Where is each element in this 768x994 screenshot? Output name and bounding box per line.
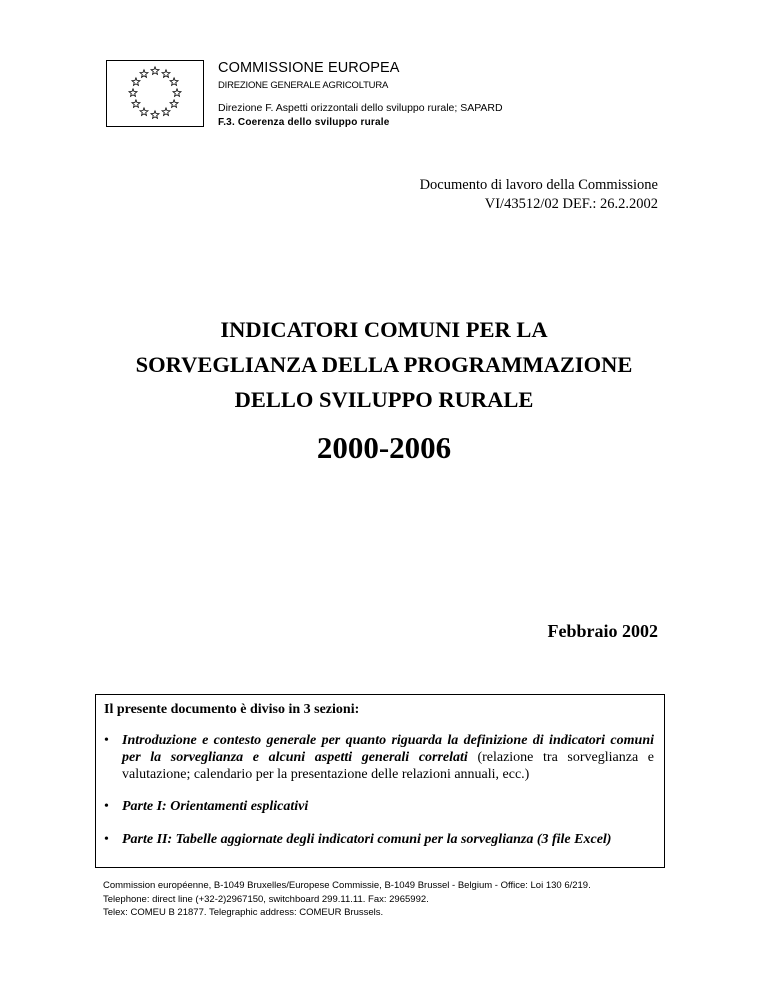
section-title: Introduzione e contesto generale per quanto riguarda la definizione di indicatori comuni per la sorveglianza e alcuni aspetti generali correlati — [122, 733, 654, 765]
directorate: Direzione F. Aspetti orizzontali dello sviluppo rurale; SAPARD — [218, 102, 503, 114]
doc-type: Documento di lavoro della Commissione — [419, 177, 658, 193]
bullet-icon: • — [104, 832, 109, 847]
directorate-general: DIREZIONE GENERALE AGRICOLTURA — [218, 80, 389, 91]
star-icon — [170, 78, 178, 86]
footer-telex: Telex: COMEU B 21877. Telegraphic address: COMEUR Brussels. — [103, 907, 384, 918]
sections-box — [95, 694, 665, 868]
title-line-2: SORVEGLIANZA DELLA PROGRAMMAZIONE — [135, 352, 633, 377]
star-icon — [140, 70, 148, 78]
star-icon — [132, 100, 140, 108]
footer-telephone: Telephone: direct line (+32-2)2967150, switchboard 299.11.11. Fax: 2965992. — [103, 894, 429, 905]
star-icon — [170, 100, 178, 108]
list-item — [104, 831, 654, 848]
star-icon — [162, 108, 170, 116]
star-icon — [140, 108, 148, 116]
star-icon — [151, 111, 159, 119]
star-icon — [173, 89, 181, 97]
star-icon — [162, 70, 170, 78]
unit: F.3. Coerenza dello sviluppo rurale — [218, 117, 390, 128]
title-line-3: DELLO SVILUPPO RURALE — [234, 387, 534, 412]
bullet-icon: • — [104, 733, 109, 748]
section-title: Parte II: Tabelle aggiornate degli indicatori comuni per la sorveglianza (3 file Excel) — [122, 832, 612, 847]
title-line-1: INDICATORI COMUNI PER LA — [220, 317, 548, 342]
star-icon — [132, 78, 140, 86]
list-item — [104, 798, 654, 815]
eu-flag-logo — [106, 60, 204, 127]
title-years: 2000-2006 — [316, 430, 452, 465]
bullet-icon: • — [104, 799, 109, 814]
publication-date: Febbraio 2002 — [547, 621, 658, 641]
star-icon — [129, 89, 137, 97]
section-description: (relazione tra sorveglianza e valutazione; calendario per la presentazione delle relazioni annuali, ecc.) — [122, 750, 654, 782]
doc-number: VI/43512/02 DEF.: 26.2.2002 — [484, 196, 658, 212]
footer-address: Commission européenne, B-1049 Bruxelles/Europese Commissie, B-1049 Brussel - Belgium - Office: Loi 130 6/219. — [103, 880, 591, 891]
eu-flag-stars-icon — [107, 61, 203, 126]
sections-intro: Il presente documento è diviso in 3 sezioni: — [104, 702, 360, 717]
organization-name: COMMISSIONE EUROPEA — [218, 60, 400, 76]
star-icon — [151, 67, 159, 75]
section-title: Parte I: Orientamenti esplicativi — [122, 799, 309, 814]
list-item — [104, 732, 654, 783]
